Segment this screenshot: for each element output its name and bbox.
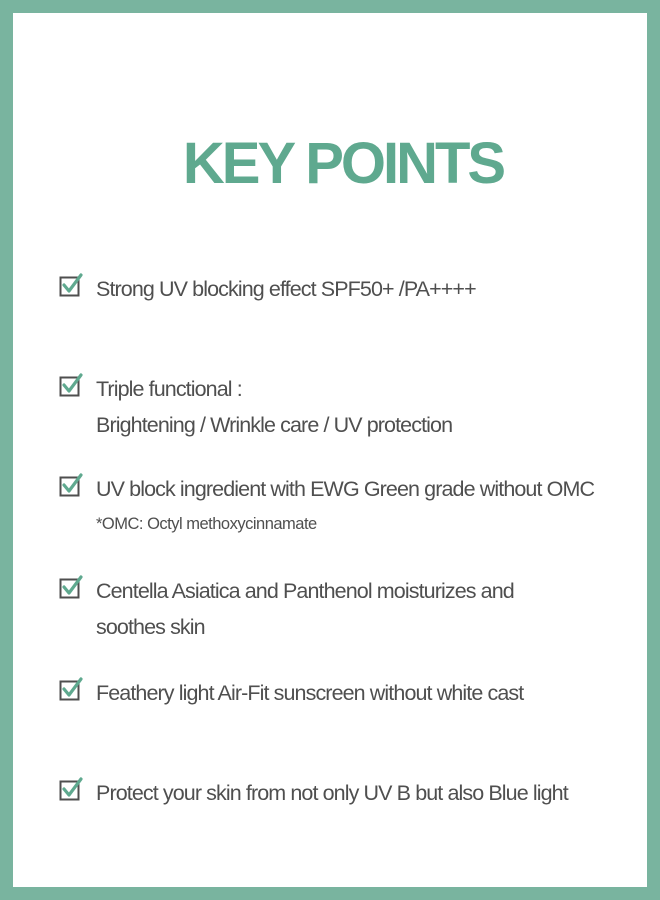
checked-box-icon bbox=[59, 473, 83, 497]
key-point-1 bbox=[59, 271, 649, 307]
checked-box-icon bbox=[59, 777, 83, 801]
key-point-text: UV block ingredient with EWG Green grade without OMC bbox=[96, 477, 595, 501]
key-point-3 bbox=[59, 471, 649, 537]
key-point-footnote: *OMC: Octyl methoxycinnamate bbox=[96, 515, 317, 533]
checked-box-icon bbox=[59, 273, 83, 297]
key-point-text: Strong UV blocking effect SPF50+ /PA++++ bbox=[96, 277, 476, 301]
page-title: KEY POINTS bbox=[182, 131, 504, 196]
key-point-text: Brightening / Wrinkle care / UV protection bbox=[96, 413, 453, 437]
checked-box-icon bbox=[59, 575, 83, 599]
key-point-2 bbox=[59, 371, 649, 443]
checked-box-icon bbox=[59, 677, 83, 701]
key-point-6 bbox=[59, 775, 649, 811]
key-point-text: soothes skin bbox=[96, 615, 205, 639]
key-point-text: Protect your skin from not only UV B but also Blue light bbox=[96, 781, 568, 805]
key-point-4 bbox=[59, 573, 649, 645]
key-point-text: Centella Asiatica and Panthenol moisturizes and bbox=[96, 579, 514, 603]
checked-box-icon bbox=[59, 373, 83, 397]
key-point-5 bbox=[59, 675, 649, 711]
key-point-text: Feathery light Air-Fit sunscreen without white cast bbox=[96, 681, 524, 705]
key-point-text: Triple functional : bbox=[96, 377, 242, 401]
